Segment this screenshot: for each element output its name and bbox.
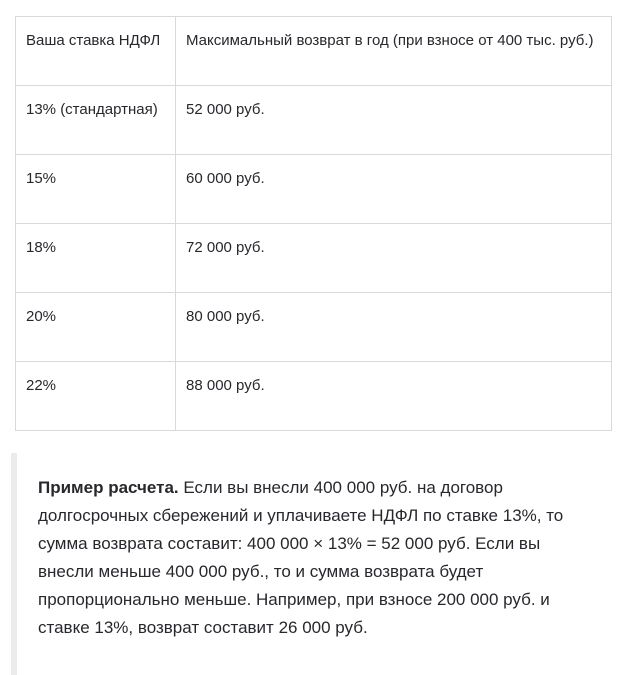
rate-cell: 13% (стандартная) — [16, 86, 176, 155]
rate-cell: 18% — [16, 224, 176, 293]
table-header-row — [16, 17, 612, 86]
rate-cell: 20% — [16, 293, 176, 362]
header-cell-refund: Максимальный возврат в год (при взносе от 400 тыс. руб.) — [176, 17, 612, 86]
refund-cell: 72 000 руб. — [176, 224, 612, 293]
refund-cell: 60 000 руб. — [176, 155, 612, 224]
rate-cell: 15% — [16, 155, 176, 224]
example-callout — [11, 453, 611, 675]
refund-cell: 80 000 руб. — [176, 293, 612, 362]
refund-cell: 52 000 руб. — [176, 86, 612, 155]
example-title: Пример расчета. — [38, 478, 179, 497]
rate-cell: 22% — [16, 362, 176, 431]
header-cell-rate: Ваша ставка НДФЛ — [16, 17, 176, 86]
table-row — [16, 362, 612, 431]
table-row — [16, 224, 612, 293]
ndfl-refund-table — [15, 16, 612, 431]
table-row — [16, 293, 612, 362]
example-body: Если вы внесли 400 000 руб. на договор долгосрочных сбережений и уплачиваете НДФЛ по ставке 13%, то сумма возврата составит: 400 000 × 13% = 52 000 руб. Если вы внесли меньше 400 000 руб., то и сумма возврата будет пропорционально меньше. Например, при взносе 200 000 руб. и ставке 13%, возврат составит 26 000 руб. — [38, 478, 564, 637]
refund-cell: 88 000 руб. — [176, 362, 612, 431]
table-row — [16, 86, 612, 155]
article-content — [0, 16, 628, 675]
table-row — [16, 155, 612, 224]
